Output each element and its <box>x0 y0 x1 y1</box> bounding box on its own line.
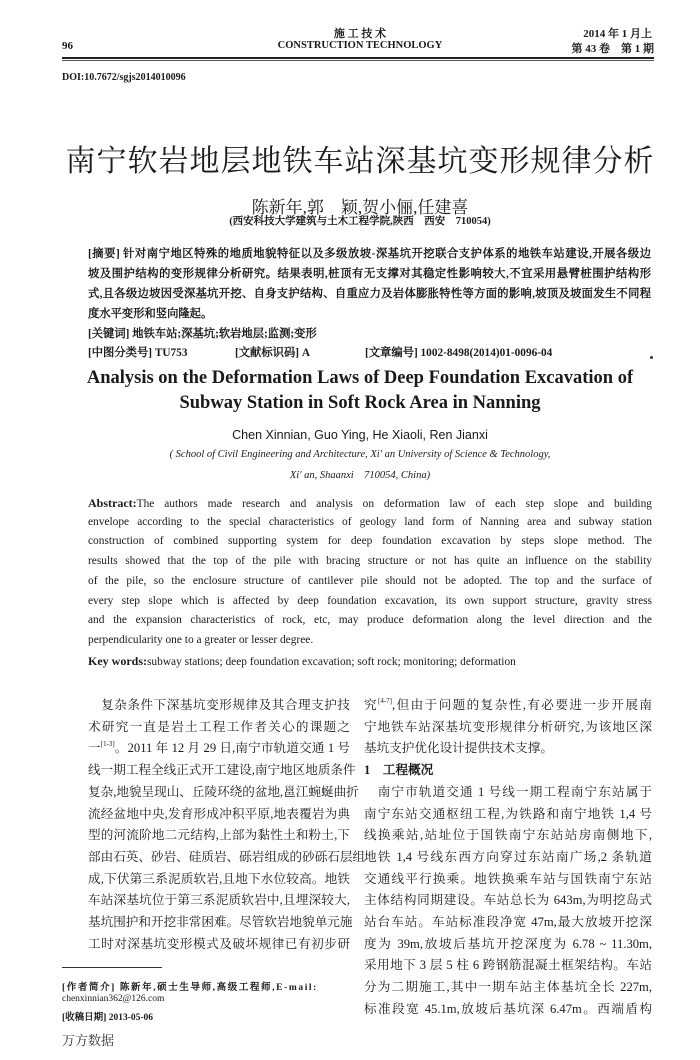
text-line <box>88 496 652 511</box>
text-line: 线一期工程全线正式开工建设,南宁地区地质条件 <box>88 763 356 778</box>
doi: DOI:10.7672/sgjs2014010096 <box>62 72 186 83</box>
affiliation-cn: (西安科技大学建筑与土木工程学院,陕西 西安 710054) <box>229 216 491 227</box>
stray-dot <box>650 356 653 359</box>
text-line: 交通线平行换乘。地铁换乘车站与国铁南宁东站 <box>364 871 652 886</box>
footnote-rule <box>62 967 162 968</box>
keywords-en-label: Key words: <box>88 654 147 668</box>
text-line: 分为二期施工,其中一期车站主体基坑全长 227m, <box>364 980 652 995</box>
keywords-en <box>88 654 652 669</box>
section-heading: 1 工程概况 <box>364 763 434 778</box>
text-line: 度水平变形和竖向隆起。 <box>88 308 213 320</box>
text-line: 基坑围护和开挖非常困难。尽管软岩地貌单元施 <box>88 915 353 929</box>
text-line: 复杂,地貌呈现山、丘陵环绕的盆地,邕江蜿蜒曲折 <box>88 784 359 799</box>
page-number: 96 <box>62 40 73 52</box>
text-line: of the pile, so the enclosure structure of cantilever pile should not be adopted. The top and the surface of <box>88 574 652 587</box>
text-line: 度为 39m,放坡后基坑开挖深度为 6.78 ~ 11.30m, <box>364 936 652 951</box>
text-line: 采用地下 3 层 5 柱 6 跨钢筋混凝土框架结构。车站 <box>364 958 652 973</box>
title-cn: 南宁软岩地层地铁车站深基坑变形规律分析 <box>65 145 655 178</box>
authors-cn: 陈新年,郭 颖,贺小俪,任建喜 <box>251 198 469 217</box>
text-line: 标准段宽 45.1m,放坡后基坑深 6.47m。西端盾构 <box>364 1001 652 1016</box>
text-line: 复杂条件下深基坑变形规律及其合理支护技 <box>88 698 350 712</box>
text-line: 南宁东站交通枢纽工程,为铁路和南宁地铁 1,4 号 <box>364 806 652 821</box>
abstract-en-label: Abstract: <box>88 496 137 510</box>
citation: [1-3] <box>100 740 115 749</box>
header-rule-thin <box>62 60 654 61</box>
keywords-en-text: subway stations; deep foundation excavation; soft rock; monitoring; deformation <box>147 656 516 668</box>
text-line: construction of combined supporting system for deep foundation excavation by steps slope method. The <box>88 535 652 548</box>
affiliation-en-line: ( School of Civil Engineering and Architecture, Xi' an University of Science & Technology, <box>169 449 551 460</box>
watermark: 万方数据 <box>62 1034 115 1049</box>
text-line: 南宁市轨道交通 1 号线一期工程南宁东站属于 <box>364 784 652 799</box>
text-line <box>88 737 350 756</box>
text-segment: 。2011 年 12 月 29 日,南宁市轨道交通 1 号 <box>114 741 350 756</box>
footnote-email: chenxinnian362@126.com <box>62 994 165 1004</box>
text-line: 车站深基坑位于第三系泥质软岩中,且埋深较大, <box>88 893 350 908</box>
text-segment: ,但由于问题的复杂性,有必要进一步开展南 <box>392 698 653 712</box>
text-line: 部由石英、砂岩、硅质岩、砾岩组成的砂砾石层组 <box>88 849 366 864</box>
text-line: 地铁 1,4 号线东西方向穿过东站南广场,2 条轨道 <box>364 849 652 864</box>
text-line: results showed that the top of the pile with bracing structure or not has quite an influence on the stability <box>88 555 652 568</box>
citation: [4-7] <box>378 697 393 705</box>
text-line: [摘要] 针对南宁地区特殊的地质地貌特征以及多级放坡-深基坑开挖联合支护体系的地铁车站建设,开展各级边 <box>88 248 651 260</box>
affiliation-en-line: Xi' an, Shaanxi 710054, China) <box>289 470 431 481</box>
text-line: 线换乘站,站址位于国铁南宁东站站房南侧地下, <box>364 828 652 843</box>
text-line: 术研究一直是岩土工程工作者关心的课题之 <box>88 719 350 734</box>
footnote-received: [收稿日期] 2013-05-06 <box>62 1013 154 1023</box>
text-line: 基坑支护优化设计提供技术支撑。 <box>364 741 553 756</box>
journal-name-cn: 施 工 技 术 <box>333 28 387 40</box>
text-line: 流经盆地中央,发育形成冲积平原,地表覆岩为典 <box>88 806 350 821</box>
issue-date: 2014 年 1 月上 <box>583 28 652 40</box>
title-en-line: Analysis on the Deformation Laws of Deep Foundation Excavation of <box>86 368 634 388</box>
text-line: 宁地铁车站深基坑变形规律分析研究,为该地区深 <box>364 719 652 734</box>
text-segment: The authors made research and analysis on deformation law of each step slope and building <box>136 498 652 510</box>
text-line: 站台车站。车站标准段净宽 47m,最大放坡开挖深 <box>364 915 652 929</box>
clc-number: [中图分类号] TU753 <box>88 347 188 359</box>
text-line: 式,且各级边坡因受深基坑开挖、自身支护结构、自重应力及岩体膨胀特性等方面的影响,坡顶及坡面发生不同程 <box>88 288 651 300</box>
text-line: envelope according to the special characteristics of geology land form of Nanning area and subway station <box>88 515 652 528</box>
volume-issue: 第 43 卷 第 1 期 <box>571 43 654 55</box>
text-line: and the expansion characteristics of rock, etc, may produce deformation along the level direction and the <box>88 614 652 627</box>
article-number: [文章编号] 1002-8498(2014)01-0096-04 <box>365 347 553 359</box>
title-en-line: Subway Station in Soft Rock Area in Nanning <box>179 393 541 413</box>
text-line <box>364 694 652 713</box>
text-line: 工时对深基坑变形模式及破坏规律已有初步研 <box>88 936 350 951</box>
text-line: 成,下伏第三系泥质软岩,且地下水位较高。地铁 <box>88 871 350 886</box>
authors-en: Chen Xinnian, Guo Ying, He Xiaoli, Ren Jianxi <box>232 428 488 442</box>
text-line: perpendicularity one to a greater or lesser degree. <box>88 633 314 646</box>
document-code: [文献标识码] A <box>235 347 310 359</box>
text-segment: 一 <box>88 741 101 756</box>
text-segment: 究 <box>364 698 379 712</box>
keywords-cn: [关键词] 地铁车站;深基坑;软岩地层;监测;变形 <box>88 328 317 340</box>
text-line: 型的河流阶地二元结构,上部为黏性土和粉土,下 <box>88 828 350 843</box>
footnote-author-info: [作者简介] 陈新年,硕士生导师,高级工程师,E-mail: <box>62 983 318 993</box>
text-line: 坡及围护结构的变形规律分析研究。结果表明,桩顶有无支撑对其稳定性影响较大,不宜采用悬臂桩围护结构形 <box>88 268 651 280</box>
text-line: 主体结构同期建设。车站总长为 643m,为明挖岛式 <box>364 893 652 908</box>
text-line: every step slope which is affected by deep foundation excavation, its own support structure, gravity stress <box>88 594 652 607</box>
header-rule <box>62 57 654 59</box>
journal-name-en: CONSTRUCTION TECHNOLOGY <box>277 40 443 51</box>
